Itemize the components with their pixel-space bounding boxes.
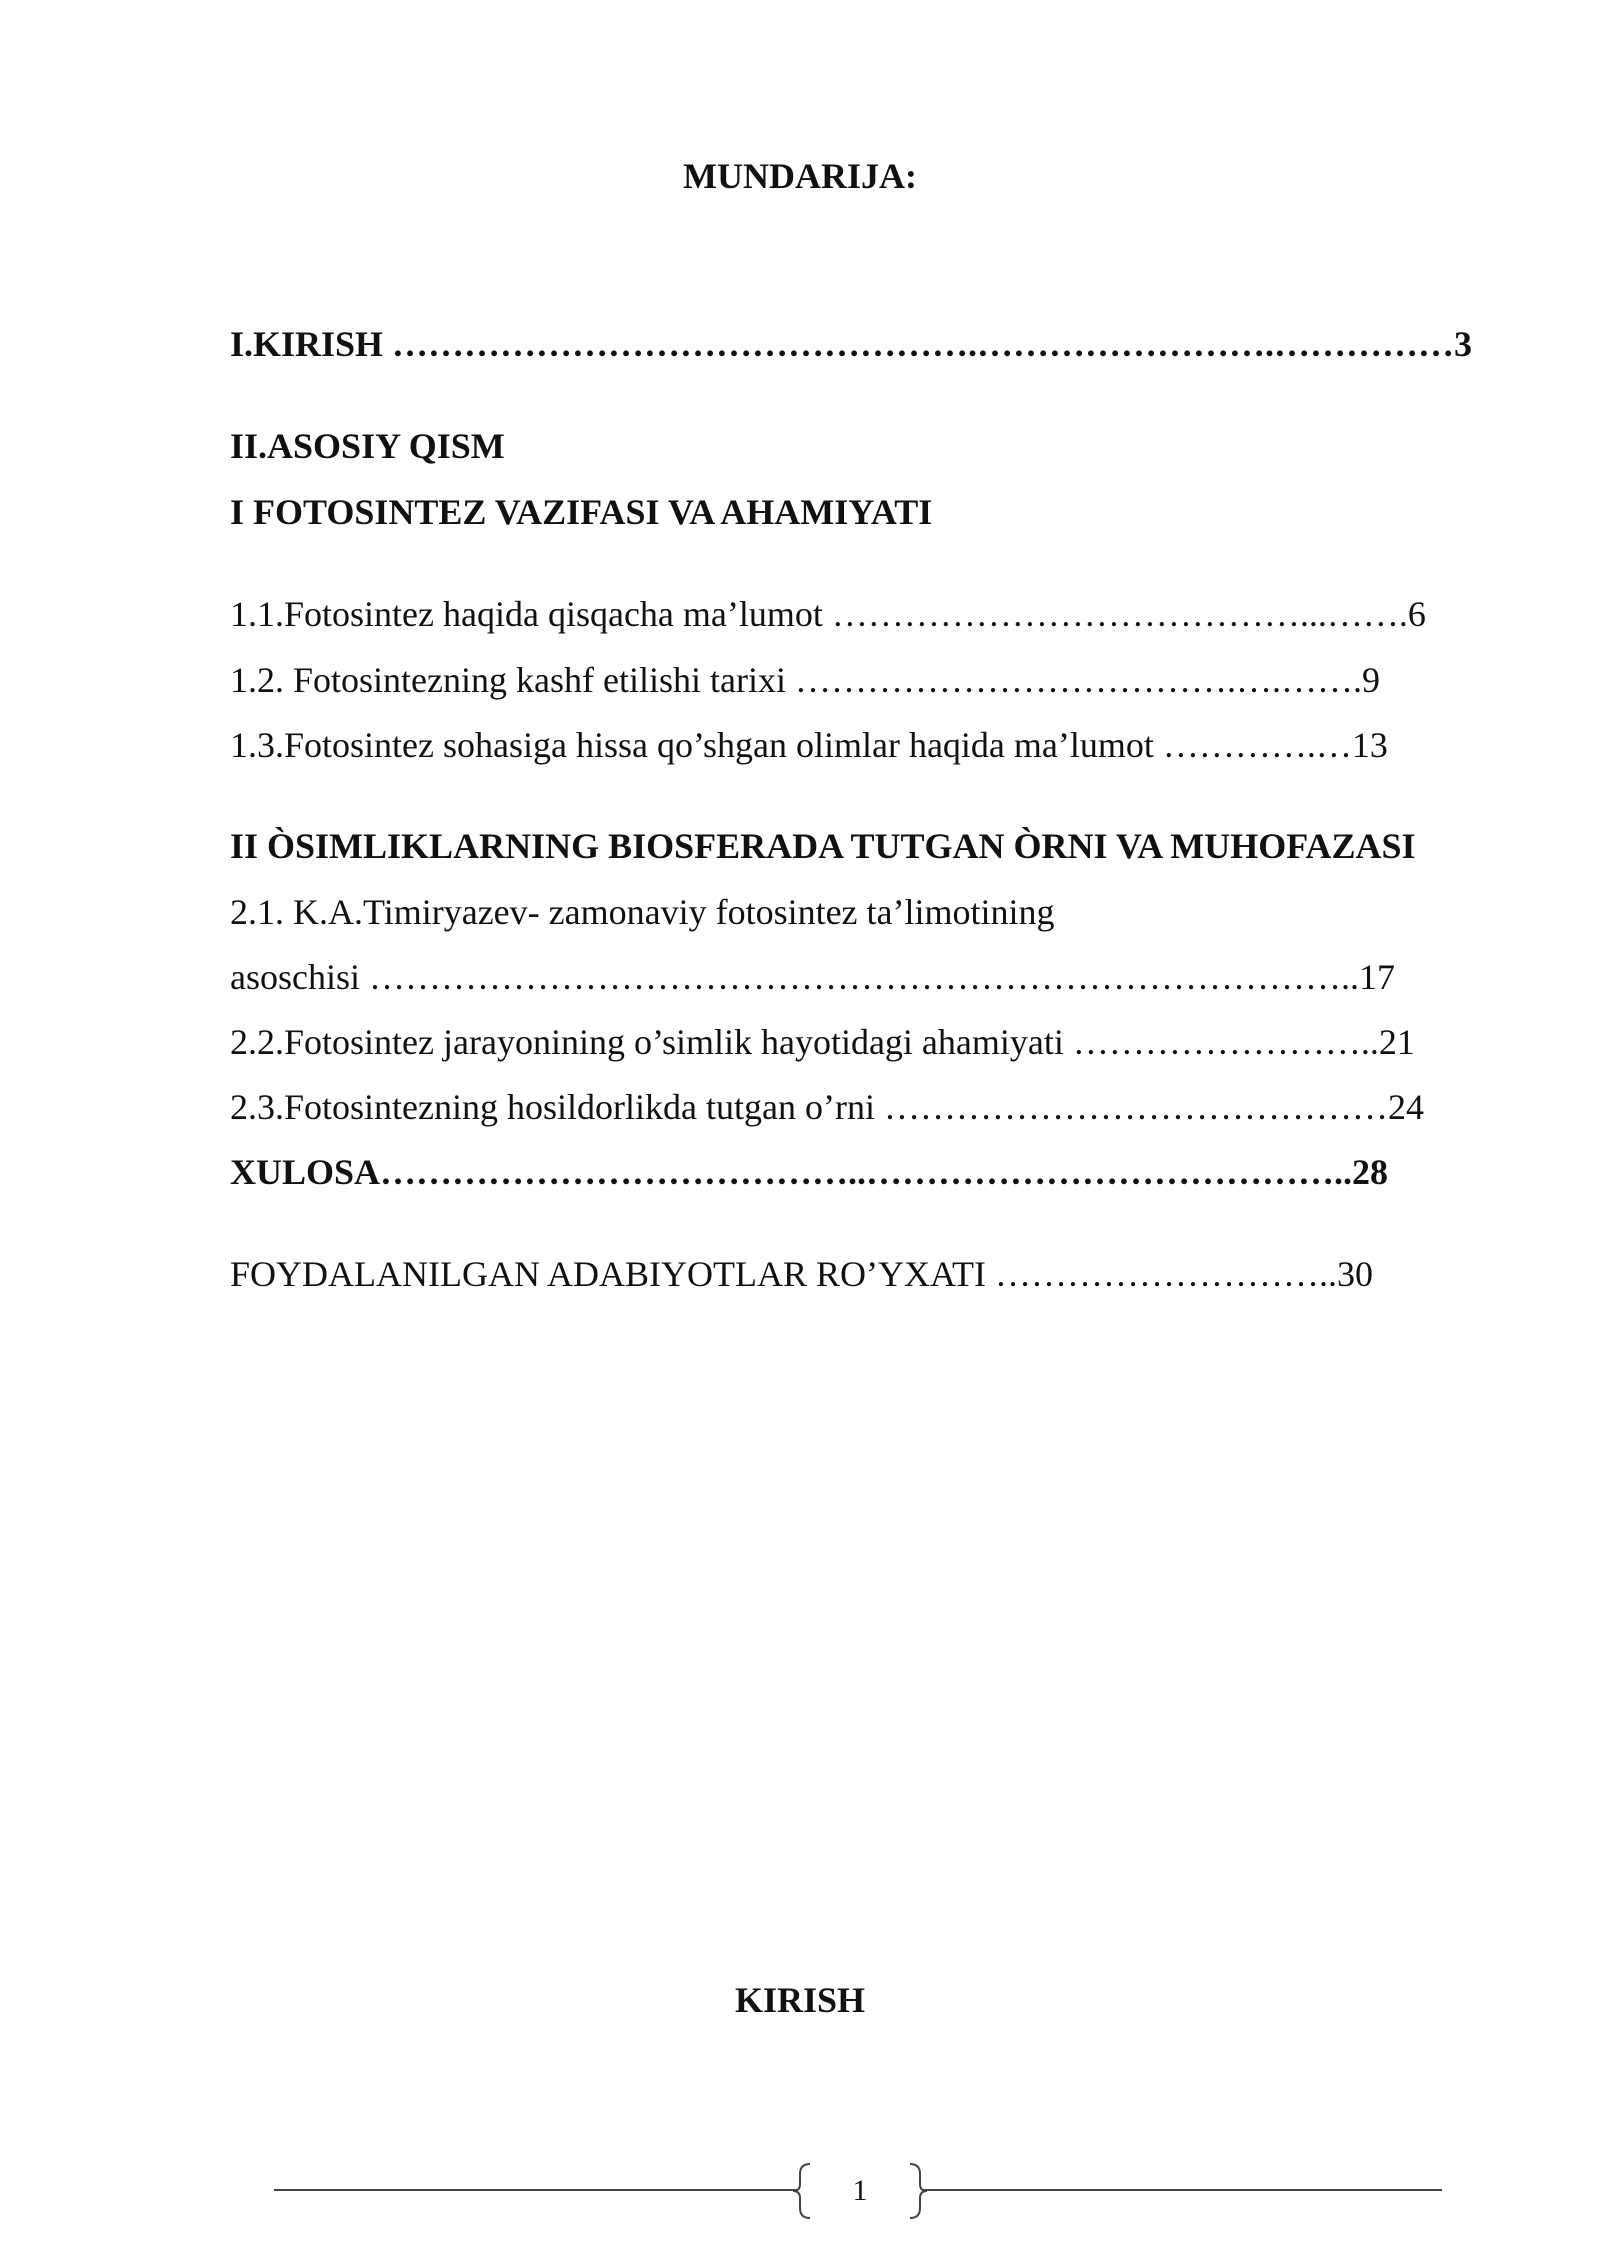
toc-section-asosiy: II.ASOSIY QISM: [230, 426, 505, 466]
toc-entry-1-1: 1.1.Fotosintez haqida qisqacha ma’lumot …………………………………...…….6: [230, 594, 1426, 634]
toc-chapter-1: I FOTOSINTEZ VAZIFASI VA AHAMIYATI: [230, 492, 933, 532]
toc-entry-2-1-line2: asoschisi ………………………………………………………………………..17: [230, 957, 1395, 997]
toc-entry-kirish-text: I.KIRISH ………………………………………….…………………….……………3: [230, 324, 1473, 364]
toc-chapter-2: II ÒSIMLIKLARNING BIOSFERADA TUTGAN ÒRNI VA MUHOFAZASI: [230, 826, 1416, 866]
toc-entry-adabiyot: FOYDALANILGAN ADABIYOTLAR RO’YXATI ………………………..30: [230, 1254, 1373, 1294]
page-number: 1: [852, 2174, 868, 2207]
toc-title: MUNDARIJA:: [683, 156, 917, 196]
toc-entry-2-3: 2.3.Fotosintezning hosildorlikda tutgan o’rni ……………………………………24: [230, 1087, 1424, 1127]
toc-entry-1-2: 1.2. Fotosintezning kashf etilishi tarixi ……………………………….….…….9: [230, 660, 1380, 700]
footer-rule-right: [922, 2189, 1442, 2191]
toc-entry-2-2: 2.2.Fotosintez jarayonining o’simlik hayotidagi ahamiyati ……………………..21: [230, 1022, 1415, 1062]
toc-entry-xulosa: XULOSA…………………………………..…………………………………..28: [230, 1152, 1389, 1192]
next-section-heading: KIRISH: [734, 1980, 866, 2020]
footer-rule-left: [274, 2189, 798, 2191]
toc-entry-1-3: 1.3.Fotosintez sohasiga hissa qo’shgan olimlar haqida ma’lumot ………….…13: [230, 725, 1388, 765]
toc-entry-kirish: [230, 322, 1490, 366]
toc-entry-2-1-line1: 2.1. K.A.Timiryazev- zamonaviy fotosintez ta’limotining: [230, 892, 1055, 932]
